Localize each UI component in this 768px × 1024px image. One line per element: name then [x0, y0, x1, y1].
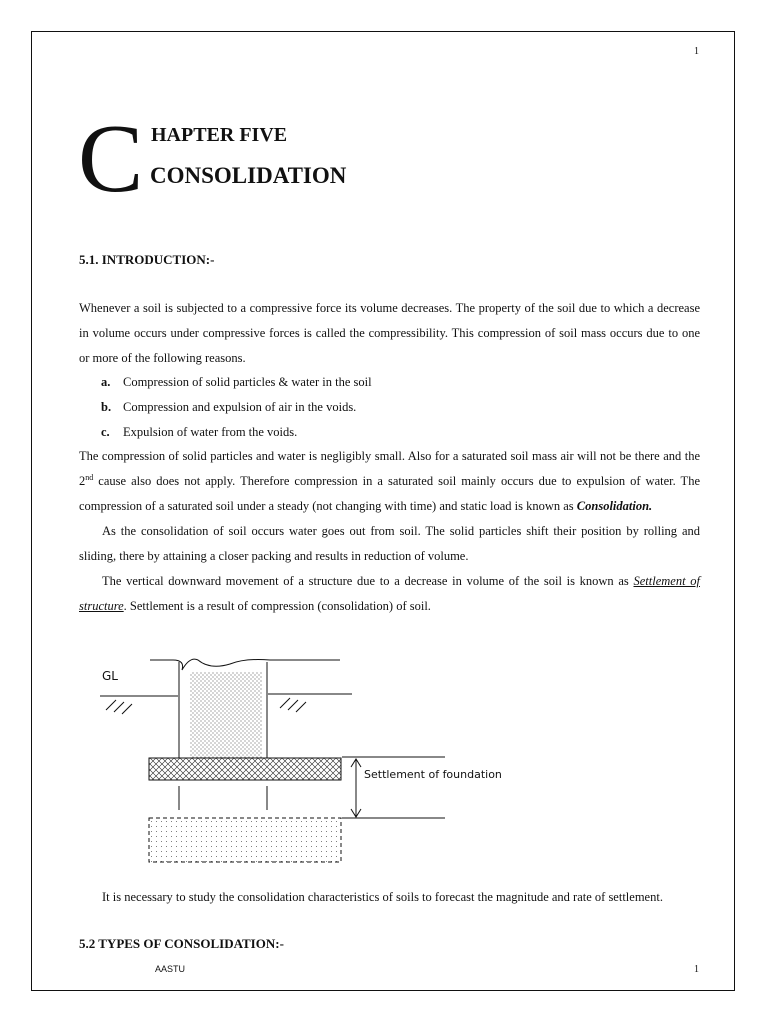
column: [179, 662, 267, 758]
list-item: b. Compression and expulsion of air in the voids.: [101, 400, 357, 414]
settlement-arrow: [342, 757, 445, 818]
consolidation-paragraph: As the consolidation of soil occurs water goes out from soil. The solid particles shift their position by rolling and sliding, there by attaining a closer packing and results in reduction of volume.: [79, 524, 700, 563]
column-below: [179, 786, 267, 810]
reasons-list: [101, 370, 681, 445]
intro-text: Whenever a soil is subjected to a compressive force its volume decreases. The property of the soil due to which a decrease in volume occurs under compressive forces is called the compressibility. This compression of soil mass occurs due to one or more of the following reasons.: [79, 301, 700, 365]
section-heading-introduction: 5.1. INTRODUCTION:-: [79, 252, 215, 267]
closing-paragraph: It is necessary to study the consolidation characteristics of soils to forecast the magnitude and rate of settlement.: [102, 890, 663, 904]
gl-label: GL: [102, 669, 118, 683]
foundation-settled: [149, 818, 341, 862]
footer-institution: AASTU: [155, 964, 186, 974]
chapter-number: HAPTER FIVE: [151, 124, 288, 146]
intro-paragraph: [79, 296, 700, 371]
settlement-diagram: [90, 650, 550, 870]
list-item: c. Expulsion of water from the voids.: [101, 425, 298, 439]
list-item: a. Compression of solid particles & water in the soil: [101, 375, 372, 389]
body-paragraphs: [79, 444, 700, 619]
section-heading-types: 5.2 TYPES OF CONSOLIDATION:-: [79, 936, 284, 951]
page-number-top: 1: [694, 46, 699, 57]
term-settlement: Settlement of structure: [79, 574, 700, 613]
foundation-original: [149, 758, 341, 780]
settlement-paragraph: The vertical downward movement of a structure due to a decrease in volume of the soil is known as Settlement of structure. Settlement is a result of compression (consolidation) of soil.: [79, 574, 700, 613]
chapter-title: [78, 105, 478, 213]
footer-page-number: 1: [694, 964, 699, 975]
term-consolidation: Consolidation.: [576, 499, 653, 513]
chapter-name: CONSOLIDATION: [150, 163, 347, 188]
settlement-label: Settlement of foundation: [364, 768, 502, 781]
drop-cap: C: [78, 105, 144, 213]
compression-paragraph: The compression of solid particles and water is negligibly small. Also for a saturated soil mass air will not be there and the 2nd cause also does not apply. Therefore compression in a saturated soil mainly occurs due to expulsion of water. The compression of a saturated soil under a steady (not changing with time) and static load is known as Consolidation.: [79, 449, 700, 513]
